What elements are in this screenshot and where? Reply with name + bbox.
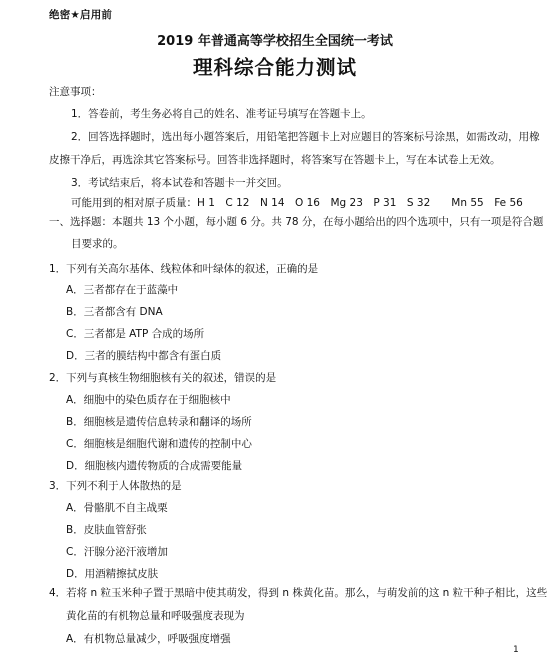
question-1-option-a: A．三者都存在于蓝藻中 <box>66 284 179 296</box>
notice-item-3: 3．考试结束后，将本试卷和答题卡一并交回。 <box>71 177 288 189</box>
question-3-option-a: A．骨骼肌不自主战栗 <box>66 502 168 514</box>
question-2-option-b: B．细胞核是遗传信息转录和翻译的场所 <box>66 416 252 428</box>
section-1-instructions-line-1: 一、选择题：本题共 13 个小题，每小题 6 分。共 78 分，在每小题给出的四个选项中，只有一项是符合题 <box>49 216 544 228</box>
question-3-option-c: C．汗腺分泌汗液增加 <box>66 546 168 558</box>
atomic-masses: 可能用到的相对原子质量：H 1 C 12 N 14 O 16 Mg 23 P 31 S 32 Mn 55 Fe 56 <box>71 197 523 209</box>
question-1-option-c: C．三者都是 ATP 合成的场所 <box>66 328 205 340</box>
question-2-option-d: D．细胞核内遗传物质的合成需要能量 <box>66 460 243 472</box>
question-2-stem: 2．下列与真核生物细胞核有关的叙述，错误的是 <box>49 372 277 384</box>
notice-heading: 注意事项： <box>49 86 102 98</box>
page-number: 1 <box>513 645 519 655</box>
notice-item-2-line-1: 2．回答选择题时，选出每小题答案后，用铅笔把答题卡上对应题目的答案标号涂黑，如需改动，用橡 <box>71 131 540 143</box>
notice-item-2-line-2: 皮擦干净后，再选涂其它答案标号。回答非选择题时，将答案写在答题卡上，写在本试卷上无效。 <box>49 154 501 166</box>
question-1-option-d: D．三者的膜结构中都含有蛋白质 <box>66 350 222 362</box>
question-1-stem: 1．下列有关高尔基体、线粒体和叶绿体的叙述，正确的是 <box>49 263 319 275</box>
question-2-option-a: A．细胞中的染色质存在于细胞核中 <box>66 394 231 406</box>
question-1-option-b: B．三者都含有 DNA <box>66 306 163 318</box>
exam-title: 2019 年普通高等学校招生全国统一考试 <box>157 34 393 49</box>
question-4-option-a: A．有机物总量减少，呼吸强度增强 <box>66 633 231 645</box>
section-1-instructions-line-2: 目要求的。 <box>71 238 124 250</box>
question-3-option-b: B．皮肤血管舒张 <box>66 524 147 536</box>
question-2-option-c: C．细胞核是细胞代谢和遗传的控制中心 <box>66 438 252 450</box>
question-3-stem: 3．下列不利于人体散热的是 <box>49 480 182 492</box>
question-4-stem-line-1: 4．若将 n 粒玉米种子置于黑暗中使其萌发，得到 n 株黄化苗。那么，与萌发前的这 n 粒干种子相比，这些 <box>49 587 548 599</box>
question-3-option-d: D．用酒精擦拭皮肤 <box>66 568 159 580</box>
notice-item-1: 1．答卷前，考生务必将自己的姓名、准考证号填写在答题卡上。 <box>71 108 372 120</box>
secret-mark: 绝密★启用前 <box>49 9 113 21</box>
subject-title: 理科综合能力测试 <box>192 56 357 79</box>
question-4-stem-line-2: 黄化苗的有机物总量和呼吸强度表现为 <box>66 610 245 622</box>
